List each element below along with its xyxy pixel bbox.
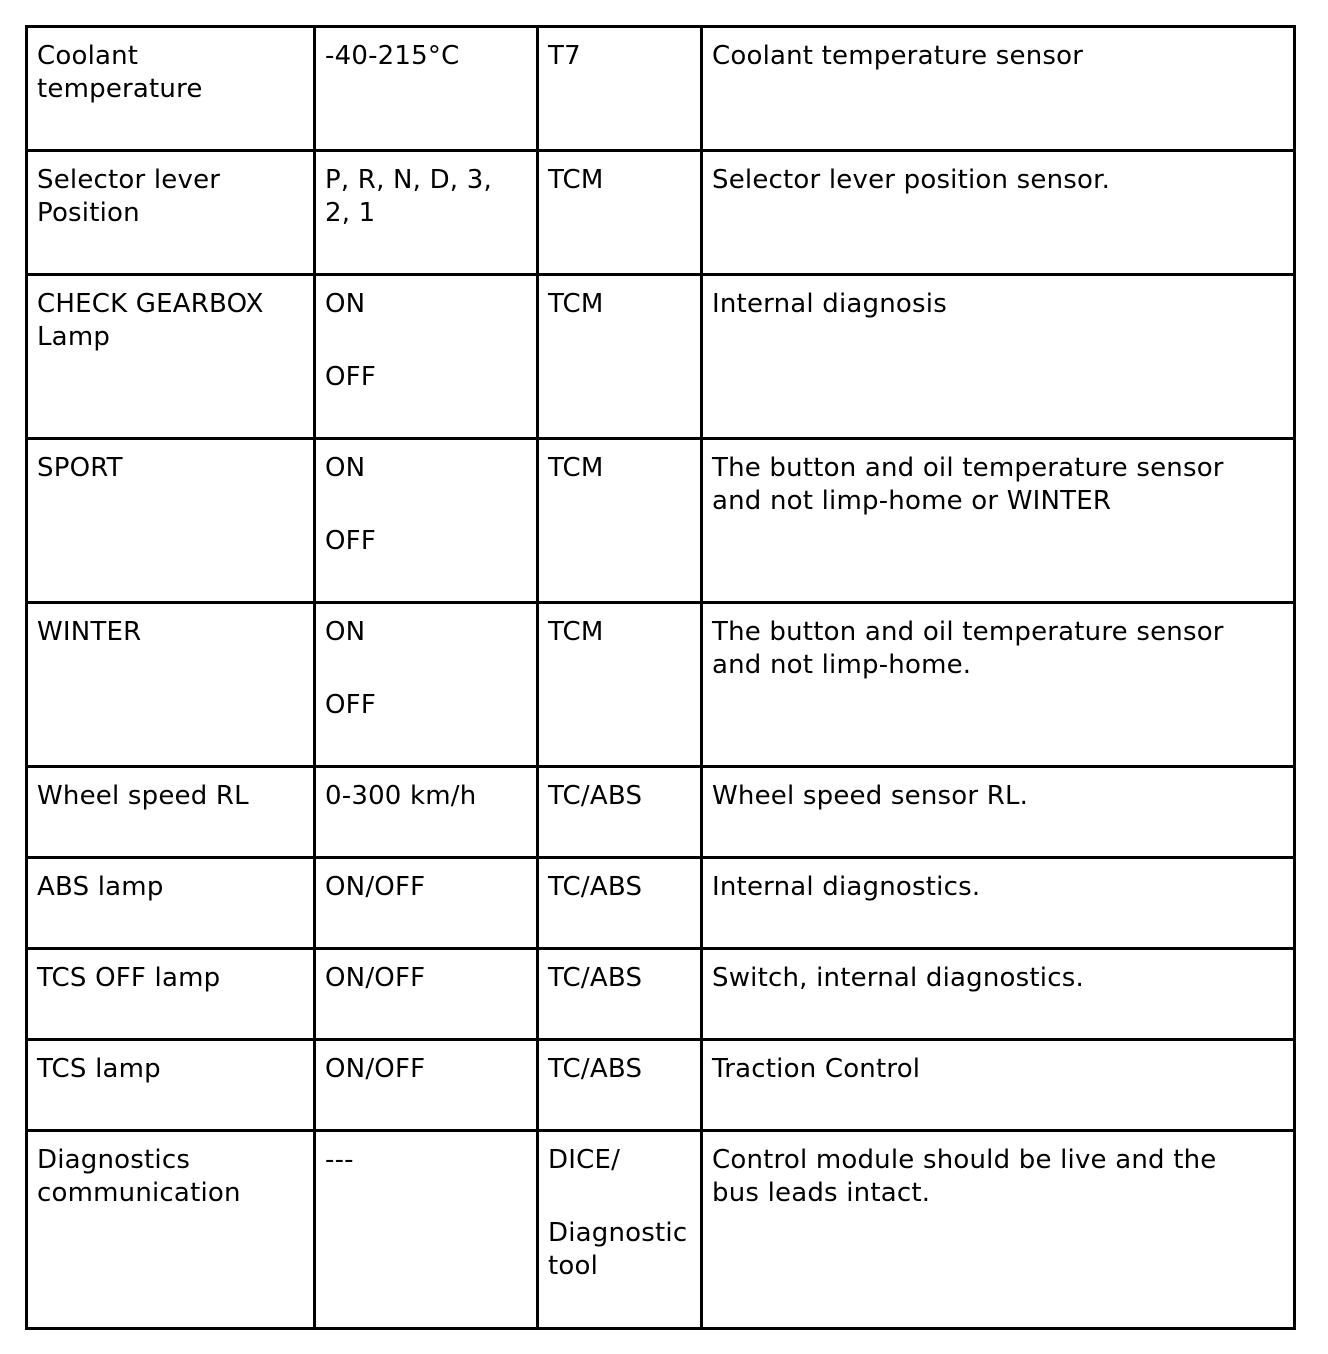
description-text: Selector lever position sensor. bbox=[712, 165, 1111, 195]
value-cell bbox=[315, 275, 538, 439]
source-text: TC/ABS bbox=[548, 872, 643, 902]
source-text: TCM bbox=[548, 289, 604, 319]
signal-cell bbox=[27, 1131, 315, 1329]
value-cell bbox=[315, 1131, 538, 1329]
description-text: Internal diagnostics. bbox=[712, 872, 981, 902]
value-text: OFF bbox=[325, 526, 376, 556]
description-cell bbox=[702, 151, 1295, 275]
source-text: TC/ABS bbox=[548, 963, 643, 993]
table-row bbox=[27, 275, 1295, 439]
value-text: 0-300 km/h bbox=[325, 781, 477, 811]
value-text: ON bbox=[325, 289, 366, 319]
value-cell bbox=[315, 27, 538, 151]
signal-cell bbox=[27, 439, 315, 603]
description-cell bbox=[702, 858, 1295, 949]
value-text: --- bbox=[325, 1145, 354, 1175]
description-cell bbox=[702, 603, 1295, 767]
value-cell bbox=[315, 767, 538, 858]
signal-text: SPORT bbox=[37, 453, 123, 483]
signal-cell bbox=[27, 1040, 315, 1131]
signal-text: Wheel speed RL bbox=[37, 781, 249, 811]
signal-text: CHECK GEARBOX bbox=[37, 289, 264, 319]
description-cell bbox=[702, 439, 1295, 603]
signal-cell bbox=[27, 275, 315, 439]
description-text: The button and oil temperature sensor bbox=[712, 453, 1224, 483]
table-row bbox=[27, 1040, 1295, 1131]
source-cell bbox=[538, 151, 702, 275]
value-cell bbox=[315, 858, 538, 949]
source-cell bbox=[538, 439, 702, 603]
description-text: Coolant temperature sensor bbox=[712, 41, 1084, 71]
value-cell bbox=[315, 1040, 538, 1131]
source-text: TC/ABS bbox=[548, 781, 643, 811]
source-text: tool bbox=[548, 1251, 599, 1281]
value-text: P, R, N, D, 3, bbox=[325, 165, 492, 195]
description-cell bbox=[702, 1131, 1295, 1329]
signal-text: WINTER bbox=[37, 617, 142, 647]
signal-text: Coolant bbox=[37, 41, 139, 71]
table-row bbox=[27, 27, 1295, 151]
signal-text: TCS OFF lamp bbox=[37, 963, 221, 993]
signal-text: Lamp bbox=[37, 322, 111, 352]
source-text: T7 bbox=[548, 41, 581, 71]
source-text: TCM bbox=[548, 453, 604, 483]
table-row bbox=[27, 858, 1295, 949]
source-text: Diagnostic bbox=[548, 1218, 688, 1248]
source-cell bbox=[538, 1131, 702, 1329]
description-cell bbox=[702, 1040, 1295, 1131]
value-cell bbox=[315, 949, 538, 1040]
signal-text: Selector lever bbox=[37, 165, 221, 195]
table-row bbox=[27, 1131, 1295, 1329]
signal-cell bbox=[27, 603, 315, 767]
value-cell bbox=[315, 151, 538, 275]
table-row bbox=[27, 603, 1295, 767]
table-row bbox=[27, 151, 1295, 275]
signal-cell bbox=[27, 151, 315, 275]
source-cell bbox=[538, 27, 702, 151]
description-text: and not limp-home. bbox=[712, 650, 972, 680]
description-text: Control module should be live and the bbox=[712, 1145, 1217, 1175]
value-text: ON bbox=[325, 617, 366, 647]
description-text: and not limp-home or WINTER bbox=[712, 486, 1112, 516]
value-text: ON/OFF bbox=[325, 1054, 426, 1084]
signal-text: temperature bbox=[37, 74, 203, 104]
value-text: OFF bbox=[325, 362, 376, 392]
description-text: bus leads intact. bbox=[712, 1178, 931, 1208]
signal-cell bbox=[27, 767, 315, 858]
value-text: -40-215°C bbox=[325, 41, 460, 71]
description-text: Internal diagnosis bbox=[712, 289, 947, 319]
description-text: Wheel speed sensor RL. bbox=[712, 781, 1029, 811]
signal-cell bbox=[27, 858, 315, 949]
signal-cell bbox=[27, 949, 315, 1040]
value-text: 2, 1 bbox=[325, 198, 376, 228]
value-cell bbox=[315, 439, 538, 603]
source-cell bbox=[538, 858, 702, 949]
source-cell bbox=[538, 1040, 702, 1131]
table-row bbox=[27, 767, 1295, 858]
description-cell bbox=[702, 275, 1295, 439]
value-text: ON/OFF bbox=[325, 963, 426, 993]
value-text: ON bbox=[325, 453, 366, 483]
source-text: TCM bbox=[548, 165, 604, 195]
signal-text: ABS lamp bbox=[37, 872, 164, 902]
table-row bbox=[27, 439, 1295, 603]
description-text: Switch, internal diagnostics. bbox=[712, 963, 1084, 993]
signal-text: TCS lamp bbox=[37, 1054, 161, 1084]
source-cell bbox=[538, 603, 702, 767]
value-cell bbox=[315, 603, 538, 767]
signal-text: Diagnostics bbox=[37, 1145, 191, 1175]
source-text: TC/ABS bbox=[548, 1054, 643, 1084]
source-cell bbox=[538, 767, 702, 858]
signal-text: communication bbox=[37, 1178, 241, 1208]
source-text: DICE/ bbox=[548, 1145, 621, 1175]
table-row bbox=[27, 949, 1295, 1040]
source-cell bbox=[538, 275, 702, 439]
signal-table bbox=[25, 25, 1296, 1330]
signal-cell bbox=[27, 27, 315, 151]
value-text: OFF bbox=[325, 690, 376, 720]
source-text: TCM bbox=[548, 617, 604, 647]
description-text: The button and oil temperature sensor bbox=[712, 617, 1224, 647]
description-cell bbox=[702, 27, 1295, 151]
source-cell bbox=[538, 949, 702, 1040]
value-text: ON/OFF bbox=[325, 872, 426, 902]
signal-text: Position bbox=[37, 198, 140, 228]
description-cell bbox=[702, 767, 1295, 858]
description-text: Traction Control bbox=[712, 1054, 921, 1084]
description-cell bbox=[702, 949, 1295, 1040]
